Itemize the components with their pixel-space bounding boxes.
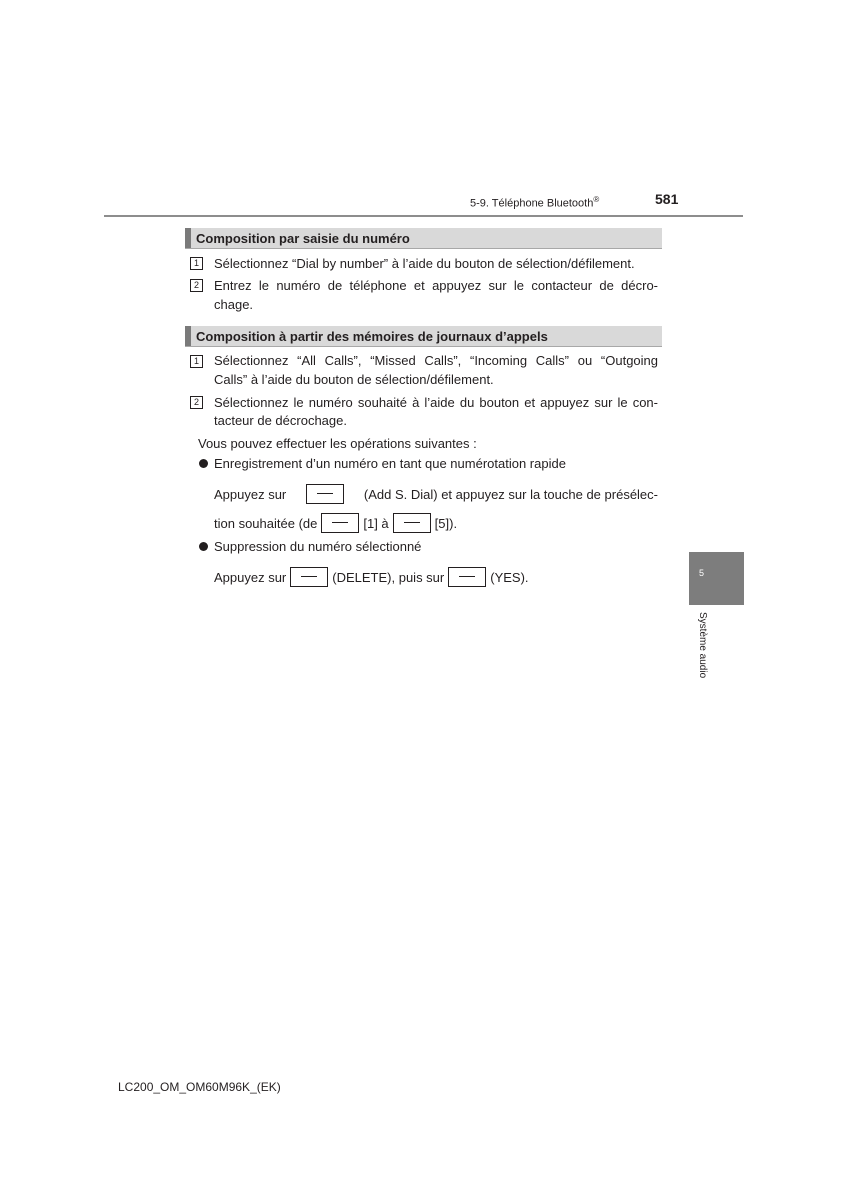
instruction-line: [214, 567, 529, 587]
intro-text: Vous pouvez effectuer les opérations suivantes :: [198, 436, 477, 451]
footer-code: LC200_OM_OM60M96K_(EK): [118, 1080, 281, 1094]
button-glyph: [459, 576, 475, 577]
instruction-text: [1] à: [363, 515, 389, 531]
instruction-line: [214, 513, 457, 533]
instruction-line: [214, 484, 658, 504]
bullet-dot: [199, 542, 208, 551]
button-glyph: [301, 576, 317, 577]
section-title: 5-9. Téléphone Bluetooth: [470, 197, 594, 210]
step-text-line: Sélectionnez le numéro souhaité à l’aide du bouton et appuyez sur le con-: [214, 395, 658, 410]
step-number-box: 1: [190, 355, 203, 368]
step-text-line: Entrez le numéro de téléphone et appuyez sur le contacteur de décro-: [214, 278, 658, 293]
chapter-tab: [689, 552, 744, 605]
instruction-text: (DELETE), puis sur: [332, 569, 445, 585]
instruction-text: [5]).: [434, 515, 458, 531]
section-heading: [185, 228, 662, 249]
step-text: Sélectionnez “Dial by number” à l’aide du bouton de sélection/défilement.: [214, 256, 635, 271]
running-header: [470, 195, 599, 210]
heading-accent: [185, 228, 191, 248]
screen-button[interactable]: [448, 567, 486, 587]
instruction-text: Appuyez sur: [214, 486, 287, 502]
header-rule: [104, 215, 743, 217]
heading-accent: [185, 326, 191, 346]
chapter-tab-label: Système audio: [697, 612, 708, 679]
step-number-box: 2: [190, 279, 203, 292]
chapter-tab-number: 5: [699, 568, 705, 578]
bullet-title: Suppression du numéro sélectionné: [214, 539, 422, 554]
heading-text: Composition par saisie du numéro: [196, 231, 410, 246]
instruction-text: (Add S. Dial) et appuyez sur la touche de présélec-: [363, 486, 658, 502]
step-text-line: Sélectionnez “All Calls”, “Missed Calls”, “Incoming Calls” ou “Outgoing: [214, 353, 658, 368]
registered-mark: ®: [593, 195, 600, 204]
screen-button[interactable]: [306, 484, 344, 504]
instruction-text: (YES).: [490, 569, 529, 585]
heading-text: Composition à partir des mémoires de journaux d’appels: [196, 329, 548, 344]
page-number: 581: [655, 191, 679, 207]
section-heading: [185, 326, 662, 347]
instruction-text: Appuyez sur: [214, 569, 287, 585]
screen-button[interactable]: [321, 513, 359, 533]
instruction-text: tion souhaitée (de: [214, 515, 318, 531]
screen-button[interactable]: [393, 513, 431, 533]
step-text-line: chage.: [214, 297, 254, 312]
step-text-line: Calls” à l’aide du bouton de sélection/défilement.: [214, 372, 494, 387]
bullet-dot: [199, 459, 208, 468]
bullet-title: Enregistrement d’un numéro en tant que numérotation rapide: [214, 456, 566, 471]
button-glyph: [317, 493, 333, 494]
screen-button[interactable]: [290, 567, 328, 587]
button-glyph: [332, 522, 348, 523]
button-glyph: [404, 522, 420, 523]
step-number-box: 1: [190, 257, 203, 270]
step-number-box: 2: [190, 396, 203, 409]
step-text-line: tacteur de décrochage.: [214, 413, 347, 428]
